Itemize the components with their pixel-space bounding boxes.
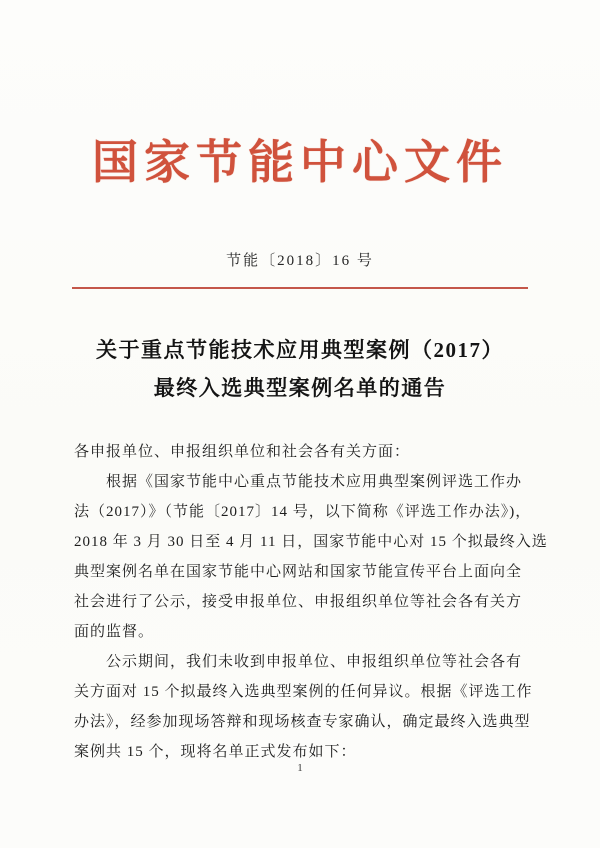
header-divider-line <box>72 287 528 289</box>
body-text-line: 2018 年 3 月 30 日至 4 月 11 日，国家节能中心对 15 个拟最终入选 <box>74 534 548 550</box>
notice-title-line1: 关于重点节能技术应用典型案例（2017） <box>96 338 504 362</box>
document-body <box>74 437 548 767</box>
body-text-line: 公示期间，我们未收到申报单位、申报组织单位等社会各有 <box>106 654 523 670</box>
body-text-line: 社会进行了公示，接受申报单位、申报组织单位等社会各有关方 <box>74 594 523 610</box>
body-text-line: 面的监督。 <box>74 624 155 640</box>
page-number: 1 <box>297 762 303 774</box>
body-text-line: 法（2017）》（节能〔2017〕14 号，以下简称《评选工作办法》)， <box>74 504 532 520</box>
notice-title <box>0 331 600 407</box>
notice-title-line2: 最终入选典型案例名单的通告 <box>153 376 447 400</box>
body-text-line: 各申报单位、申报组织单位和社会各有关方面： <box>74 444 411 460</box>
body-text-line: 案例共 15 个，现将名单正式发布如下： <box>74 744 357 760</box>
body-text-line: 办法》，经参加现场答辩和现场核查专家确认，确定最终入选典型 <box>74 714 531 730</box>
body-text-line: 典型案例名单在国家节能中心网站和国家节能宣传平台上面向全 <box>74 564 523 580</box>
document-number: 节能〔2018〕16 号 <box>226 253 374 269</box>
body-text-line: 关方面对 15 个拟最终入选典型案例的任何异议。根据《评选工作 <box>74 684 533 700</box>
body-text-line: 根据《国家节能中心重点节能技术应用典型案例评选工作办 <box>106 474 523 490</box>
document-header-org-title: 国家节能中心文件 <box>92 137 508 188</box>
